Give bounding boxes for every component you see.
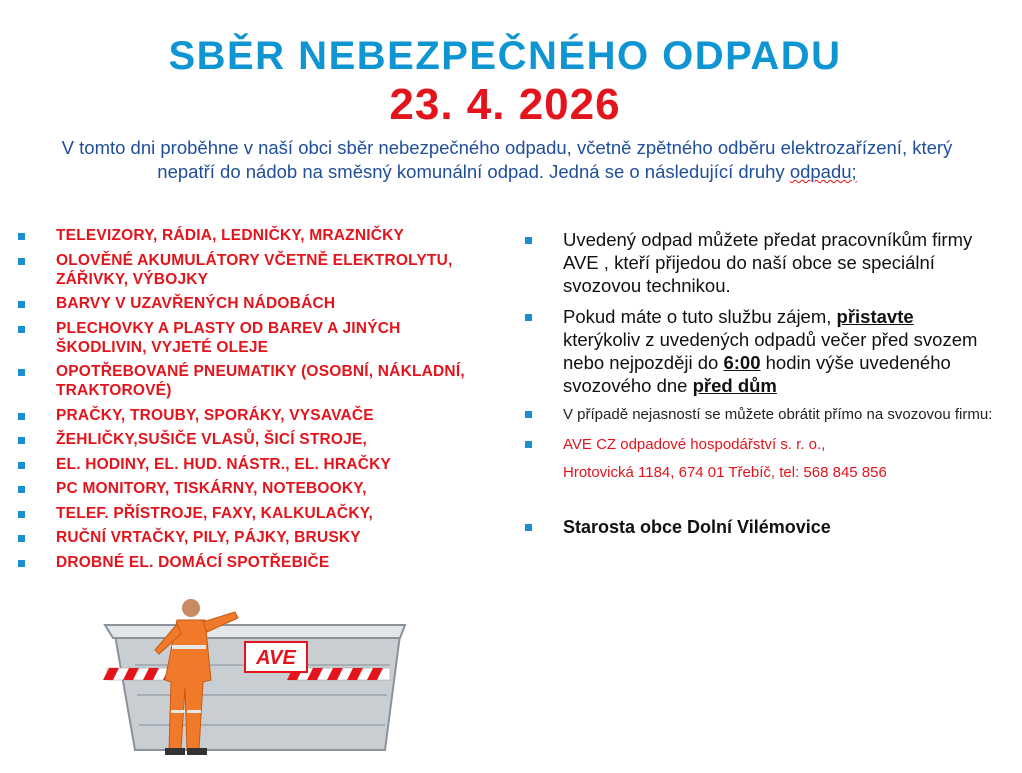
info-paragraph-contact [525, 405, 995, 425]
list-item [18, 479, 488, 498]
list-item [18, 362, 488, 400]
company-name [525, 435, 995, 455]
info-text: hodin výše uvedeného svozového dne [563, 352, 951, 396]
bullet-icon [18, 560, 25, 567]
page-title: SBĚR NEBEZPEČNÉHO ODPADU [168, 34, 842, 78]
emphasis-text: před dům [692, 375, 777, 396]
info-paragraph-instructions [525, 305, 995, 397]
bullet-icon [525, 314, 532, 321]
info-text: V případě nejasností se můžete obrátit přímo na svozovou firmu: [563, 406, 993, 423]
bullet-icon [18, 301, 25, 308]
list-item-label: RUČNÍ VRTAČKY, PILY, PÁJKY, BRUSKY [56, 529, 361, 546]
bullet-icon [525, 441, 532, 448]
bullet-icon [18, 511, 25, 518]
collection-date: 23. 4. 2026 [389, 80, 621, 129]
bullet-icon [18, 535, 25, 542]
list-item-label: EL. HODINY, EL. HUD. NÁSTR., EL. HRAČKY [56, 455, 392, 473]
info-text: Pokud máte o tuto službu zájem, [563, 306, 837, 327]
list-item-label: PLECHOVKY A PLASTY OD BAREV A JINÝCH ŠKODLIVIN, VYJETÉ OLEJE [56, 319, 401, 356]
info-text: kterýkoliv z uvedených odpadů večer před svozem nebo nejpozději do [563, 329, 978, 373]
list-item [18, 528, 488, 547]
list-item [18, 430, 488, 449]
container-rim [105, 625, 405, 638]
list-item-label: ŽEHLIČKY,SUŠIČE VLASŮ, ŠICÍ STROJE, [56, 431, 368, 448]
list-item [18, 294, 488, 313]
list-item-label: OPOTŘEBOVANÉ PNEUMATIKY (OSOBNÍ, NÁKLADNÍ, TRAKTOROVÉ) [56, 363, 465, 399]
container-worker-illustration [95, 590, 415, 765]
list-item [18, 504, 488, 523]
bullet-icon [525, 237, 532, 244]
company-address: Hrotovická 1184, 674 01 Třebíč, tel: 568 845 856 [563, 464, 887, 481]
list-item [18, 251, 488, 289]
list-item [18, 226, 488, 245]
list-item [18, 553, 488, 572]
bullet-icon [18, 369, 25, 376]
list-item [18, 319, 488, 357]
signature [525, 517, 995, 538]
info-column [525, 228, 995, 538]
intro-line-2: nepatří do nádob na směsný komunální odpad. Jedná se o následující druhy [157, 161, 790, 182]
company-label: AVE CZ odpadové hospodářství s. r. o., [563, 436, 826, 453]
bullet-icon [18, 437, 25, 444]
list-item-label: PRAČKY, TROUBY, SPORÁKY, VYSAVAČE [56, 406, 374, 424]
bullet-icon [18, 233, 25, 240]
ave-logo-text: AVE [256, 647, 296, 669]
intro-text [12, 136, 1002, 184]
list-item-label: OLOVĚNÉ AKUMULÁTORY VČETNĚ ELEKTROLYTU, ZÁŘIVKY, VÝBOJKY [56, 251, 453, 288]
list-item [18, 455, 488, 474]
waste-type-list [18, 226, 488, 577]
signature-text: Starosta obce Dolní Vilémovice [563, 517, 831, 537]
deadline-time: 6:00 [723, 352, 761, 373]
list-item-label: BARVY V UZAVŘENÝCH NÁDOBÁCH [56, 295, 336, 312]
list-item [18, 406, 488, 425]
info-text: Uvedený odpad můžete předat pracovníkům firmy AVE , kteří přijedou do naší obce se speciální svozovou technikou. [563, 229, 973, 296]
list-item-label: TELEVIZORY, RÁDIA, LEDNIČKY, MRAZNIČKY [56, 227, 405, 244]
bullet-icon [525, 411, 532, 418]
bullet-icon [18, 413, 25, 420]
emphasis-text: přistavte [836, 306, 914, 327]
bullet-icon [18, 462, 25, 469]
list-item-label: DROBNÉ EL. DOMÁCÍ SPOTŘEBIČE [56, 553, 330, 571]
bullet-icon [18, 326, 25, 333]
intro-line-1: V tomto dni proběhne v naší obci sběr nebezpečného odpadu, včetně zpětného odběru elektrozařízení, který [61, 137, 953, 158]
intro-line-2-end: odpadu; [789, 161, 857, 182]
bullet-icon [18, 258, 25, 265]
info-paragraph-handover [525, 228, 995, 297]
list-item-label: PC MONITORY, TISKÁRNY, NOTEBOOKY, [56, 480, 367, 497]
bullet-icon [18, 486, 25, 493]
bullet-icon [525, 524, 532, 531]
list-item-label: TELEF. PŘÍSTROJE, FAXY, KALKULAČKY, [56, 504, 374, 522]
